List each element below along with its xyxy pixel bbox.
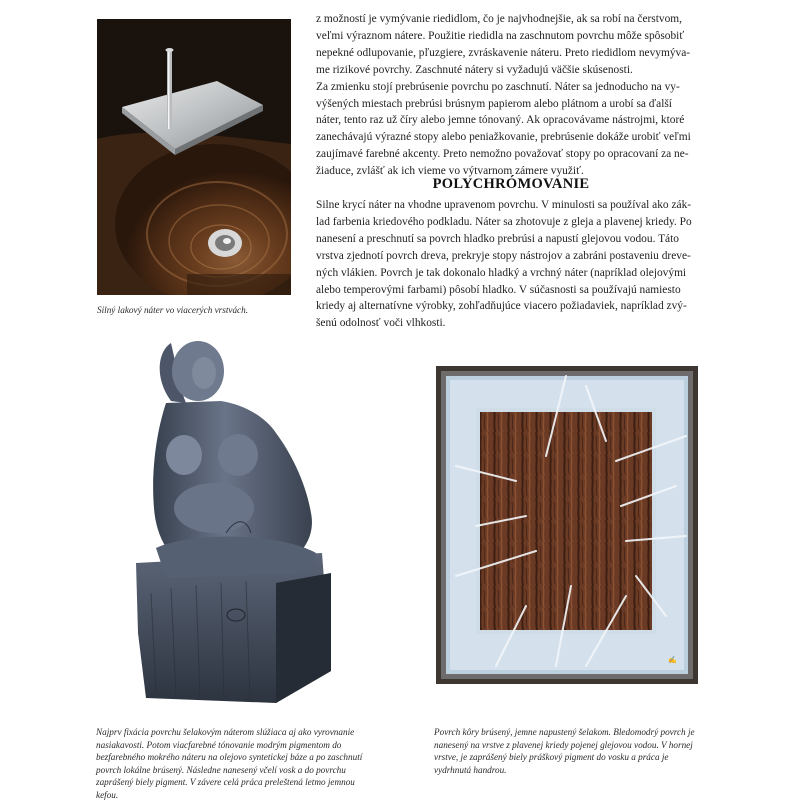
section-heading: POLYCHRÓMOVANIE [432,176,590,192]
sculpture-photo [126,333,340,703]
bark-panel-image [436,366,698,684]
artist-signature: ✍ [668,656,677,664]
sculpture-caption: Najprv fixácia povrchu šelakovým náterom slúžiaca aj ako vyrovnanie nasiakavosti. Potom viacfarebné tónovanie modrým pigmentom do bezfarebného mokrého náteru na olejovo syntetickej báze a po zaschnutí povrch lokálne brúsený. Následne nanesený včelí vosk a do povrchu zaprášený biely pigment. V závere celá práca preleštená letmo jemnou kefou. [96,727,363,800]
bark-caption: Povrch kôry brúsený, jemne napustený šelakom. Bledomodrý povrch je nanesený na vrstve z plavenej kriedy pojenej glejovou vodou. V hornej vrstve, je zaprášený biely práškový pigment do vosku a práca je vydrhnutá handrou. [434,727,695,775]
wooden-sink-image [97,19,291,295]
bark-panel-photo [436,366,698,684]
intro-paragraph: z možností je vymývanie riedidlom, čo je najvhodnejšie, ak sa robí na čerstvom, veľmi výraznom nátere. Použitie riedidla na zaschnutom povrchu môže spôsobiť nepekné odlupovanie, pľuzgiere, zvráskavenie náteru. Preto riedidlom nevymýva- me rizikové povrchy. Zaschnuté nátery si vyžadujú väčšie skúsenosti. Za zmienku stojí prebrúsenie povrchu po zaschnutí. Náter sa jednoducho na vy- výšených miestach prebrúsi brúsnym papierom alebo plátnom a urobí sa ďalší náter, tento raz už číry alebo jemne tónovaný. Ak opracovávame nástrojmi, ktoré zanechávajú výrazné stopy alebo peniažkovanie, prebrúsenie dokáže urobiť veľmi zaujímavé farebné akcenty. Preto nemožno považovať stopy po opracovaní za ne- žiaduce, zvlášť ak ich vieme vo výtvarnom zámere využiť. [316,13,691,178]
section-paragraph: Silne krycí náter na vhodne upravenom povrchu. V minulosti sa používal ako zák- lad farbenia kriedového podkladu. Náter sa zhotovuje z gleja a plavenej kriedy. Po nanesení a preschnutí sa povrch hladko prebrúsi a napustí glejovou vodou. Táto vrstva zjednotí povrch dreva, prekryje stopy nástrojov a zabráni postaveniu dreve- ných vlákien. Povrch je tak dokonalo hladký a vrchný náter (napríklad olejovými alebo temperovými farbami) pôsobí hladko. V súčasnosti sa používajú namiesto kriedy aj alternatívne výrobky, zohľadňujúce viacero požiadaviek, napríklad zvý- šenú odolnosť voči vlhkosti. [316,199,692,330]
sink-caption: Silný lakový náter vo viacerých vrstvách. [97,305,249,315]
sculpture-image [126,333,340,703]
sink-photo [97,19,291,295]
